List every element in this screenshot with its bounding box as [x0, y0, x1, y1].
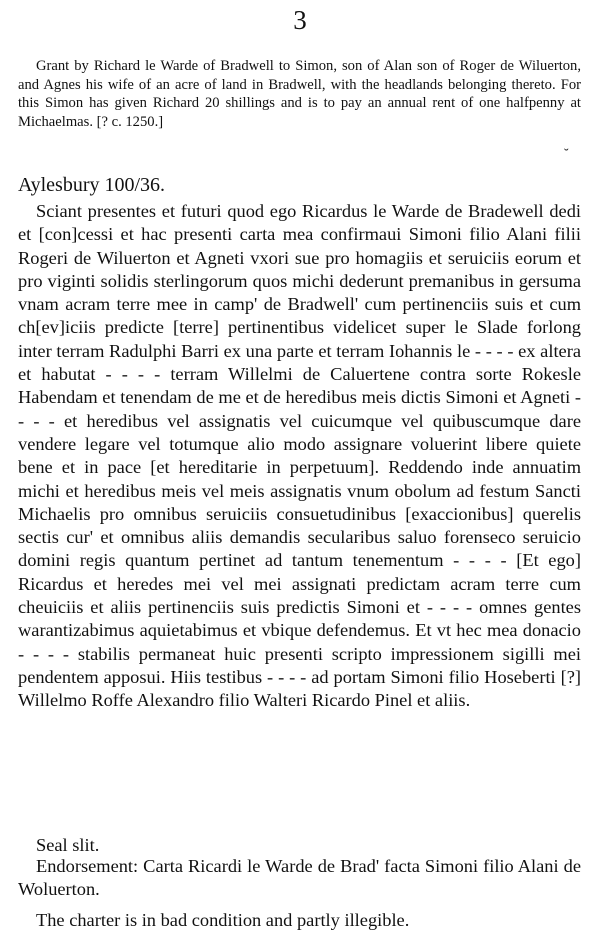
breve-mark: ˘ [564, 147, 569, 162]
archive-reference: Aylesbury 100/36. [18, 174, 166, 196]
page-number: 3 [293, 5, 307, 35]
condition-note: The charter is in bad condition and partly illegible. [36, 910, 410, 930]
document-summary: Grant by Richard le Warde of Bradwell to Simon, son of Alan son of Roger de Wiluerton, and Agnes his wife of an acre of land in Bradwell, with the headlands belonging thereto. For this Simon has given Richard 20 shillings and is to pay an annual rent of one halfpenny at Michaelmas. [? c. 1250.] [18, 58, 581, 130]
charter-text: Sciant presentes et futuri quod ego Ricardus le Warde de Bradewell dedi et [con]cessi et hac presenti carta mea confirmaui Simoni filio Alani filii Rogeri de Wiluerton et Agneti vxori sue pro homagiis et seruiciis eorum et pro viginti solidis sterlingorum quos michi dederunt premanibus in gersuma vnam acram terre mee in camp' de Bradwell' cum pertinenciis suis et cum ch[ev]iciis predicte [terre] pertinentibus videlicet super le Slade forlong inter terram Radulphi Barri ex una parte et terram Iohannis le - - - - ex altera et habutat - - - - terram Willelmi de Caluertene contra sorte Rokesle Habendam et tenendam de me et de heredibus meis dictis Simoni et Agneti - - - - et heredibus vel assignatis vel cuicumque vel quibuscumque dare vendere legare vel totumque alio modo assignare voluerint libere quiete bene et in pace [et hereditarie in perpetuum]. Reddendo inde annuatim michi et heredibus meis vel meis assignatis vnum obolum ad festum Sancti Michaelis pro omnibus seruiciis consuetudinibus [exaccionibus] querelis sectis cur' et omnibus aliis demandis secularibus saluo forenseco seruicio domini regis quantum pertinet ad tantum tenementum - - - - [Et ego] Ricardus et heredes mei vel mei assignati predictam acram terre cum cheuiciis et aliis pertinenciis suis predictis Simoni et - - - - omnes gentes warantizabimus aquietabimus et vbique defendemus. Et vt hec mea donacio - - - - stabilis permaneat huic presenti scripto impressionem sigilli mei pendentem apposui. Hiis testibus - - - - ad portam Simoni filio Hoseberti [?] Willelmo Roffe Alexandro filio Walteri Ricardo Pinel et aliis. [18, 201, 581, 711]
seal-note: Seal slit. [36, 835, 100, 855]
endorsement: Endorsement: Carta Ricardi le Warde de Brad' facta Simoni filio Alani de Woluerton. [18, 856, 581, 900]
